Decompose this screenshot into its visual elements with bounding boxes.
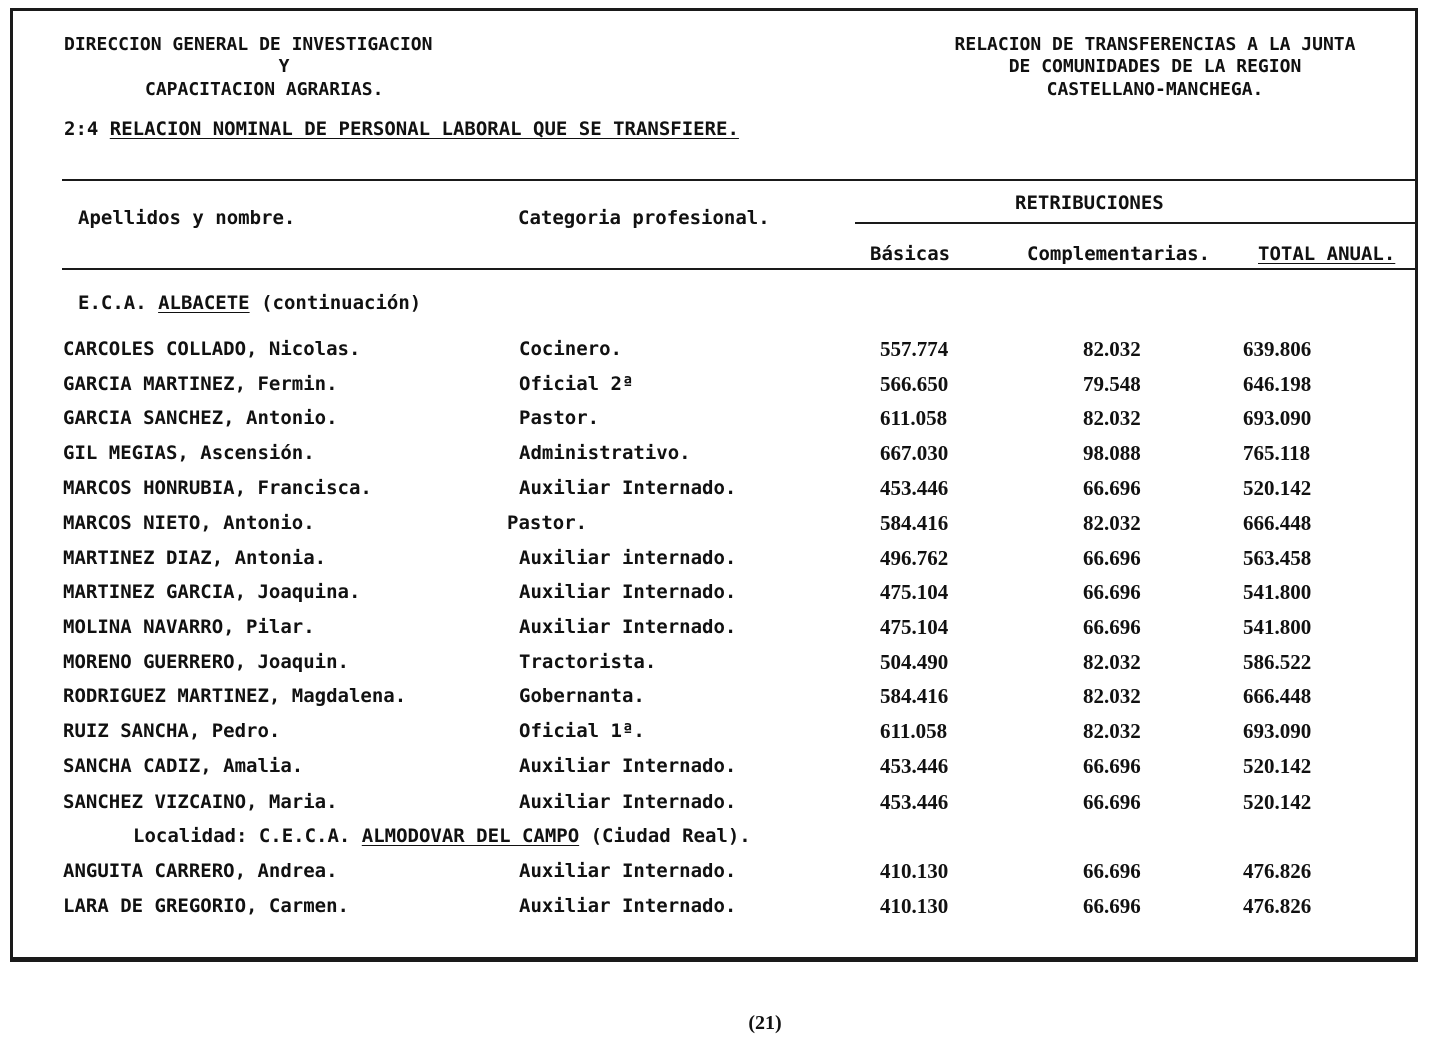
row-complementarias: 98.088 [1083, 441, 1141, 465]
row-basicas: 611.058 [880, 406, 948, 430]
row-complementarias: 66.696 [1083, 894, 1141, 918]
col-header-category: Categoria profesional. [518, 207, 770, 229]
row-total: 520.142 [1243, 790, 1312, 814]
table-top-rule [62, 179, 1418, 181]
row-category: Gobernanta. [519, 685, 645, 707]
group-prefix: Localidad: C.E.C.A. [133, 825, 351, 847]
row-basicas: 453.446 [880, 790, 949, 814]
row-total: 586.522 [1243, 650, 1312, 674]
row-basicas: 584.416 [880, 684, 949, 708]
group-suffix: (Ciudad Real). [590, 825, 751, 847]
row-basicas: 453.446 [880, 476, 949, 500]
row-complementarias: 82.032 [1083, 511, 1141, 535]
row-complementarias: 82.032 [1083, 406, 1141, 430]
row-category: Auxiliar Internado. [519, 791, 737, 813]
row-complementarias: 82.032 [1083, 337, 1141, 361]
row-total: 563.458 [1243, 546, 1312, 570]
col-header-total: TOTAL ANUAL. [1258, 243, 1396, 265]
row-total: 639.806 [1243, 337, 1312, 361]
row-category: Auxiliar Internado. [519, 860, 737, 882]
row-total: 520.142 [1243, 754, 1312, 778]
col-header-retribuciones: RETRIBUCIONES [1015, 192, 1164, 214]
group-place: ALMODOVAR DEL CAMPO [361, 825, 580, 847]
row-total: 476.826 [1243, 859, 1312, 883]
table-header-bottom-rule [62, 268, 1418, 270]
group-heading-almodovar [133, 824, 751, 848]
row-complementarias: 82.032 [1083, 650, 1141, 674]
row-total: 476.826 [1243, 894, 1312, 918]
group-heading-albacete [78, 291, 421, 315]
row-category: Auxiliar Internado. [519, 477, 737, 499]
header-right-line3: CASTELLANO-MANCHEGA. [1046, 79, 1264, 100]
row-name: GIL MEGIAS, Ascensión. [63, 442, 315, 464]
row-total: 541.800 [1243, 615, 1312, 639]
header-left-line3: CAPACITACION AGRARIAS. [145, 79, 384, 100]
row-name: MORENO GUERRERO, Joaquin. [63, 651, 349, 673]
row-name: GARCIA SANCHEZ, Antonio. [63, 407, 338, 429]
row-total: 693.090 [1243, 719, 1312, 743]
row-complementarias: 66.696 [1083, 580, 1141, 604]
header-right-line2: DE COMUNIDADES DE LA REGION [1008, 56, 1302, 77]
row-complementarias: 66.696 [1083, 790, 1141, 814]
row-name: SANCHA CADIZ, Amalia. [63, 755, 304, 777]
row-name: SANCHEZ VIZCAINO, Maria. [63, 791, 338, 813]
row-total: 646.198 [1243, 372, 1312, 396]
row-category: Auxiliar Internado. [519, 616, 737, 638]
row-total: 693.090 [1243, 406, 1312, 430]
row-complementarias: 66.696 [1083, 754, 1141, 778]
row-basicas: 566.650 [880, 372, 949, 396]
row-name: MARCOS HONRUBIA, Francisca. [63, 477, 372, 499]
row-category: Cocinero. [519, 338, 622, 360]
header-right-line1: RELACION DE TRANSFERENCIAS A LA JUNTA [954, 34, 1356, 55]
row-name: GARCIA MARTINEZ, Fermin. [63, 373, 338, 395]
row-name: LARA DE GREGORIO, Carmen. [63, 895, 349, 917]
row-basicas: 557.774 [880, 337, 949, 361]
row-basicas: 410.130 [880, 894, 949, 918]
row-name: MARCOS NIETO, Antonio. [63, 512, 315, 534]
row-category: Auxiliar internado. [519, 547, 737, 569]
row-complementarias: 82.032 [1083, 684, 1141, 708]
group-prefix: E.C.A. [78, 292, 147, 314]
row-total: 520.142 [1243, 476, 1312, 500]
section-title: RELACION NOMINAL DE PERSONAL LABORAL QUE SE TRANSFIERE. [109, 118, 739, 140]
row-category: Pastor. [519, 407, 600, 429]
row-basicas: 504.490 [880, 650, 949, 674]
row-basicas: 496.762 [880, 546, 949, 570]
row-basicas: 667.030 [880, 441, 949, 465]
col-header-name: Apellidos y nombre. [78, 207, 296, 229]
row-name: MOLINA NAVARRO, Pilar. [63, 616, 315, 638]
row-name: MARTINEZ DIAZ, Antonia. [63, 547, 327, 569]
row-complementarias: 66.696 [1083, 859, 1141, 883]
retribuciones-rule [855, 222, 1418, 224]
row-name: RUIZ SANCHA, Pedro. [63, 720, 281, 742]
row-category: Oficial 2ª [519, 373, 634, 395]
col-header-basicas: Básicas [870, 243, 951, 265]
row-category: Administrativo. [519, 442, 691, 464]
row-complementarias: 79.548 [1083, 372, 1141, 396]
row-basicas: 410.130 [880, 859, 949, 883]
row-category: Pastor. [507, 512, 588, 534]
row-complementarias: 66.696 [1083, 546, 1141, 570]
col-header-complementarias: Complementarias. [1027, 243, 1211, 265]
row-name: CARCOLES COLLADO, Nicolas. [63, 338, 361, 360]
group-place: ALBACETE [158, 292, 250, 314]
row-basicas: 611.058 [880, 719, 948, 743]
row-total: 765.118 [1243, 441, 1311, 465]
row-complementarias: 82.032 [1083, 719, 1141, 743]
row-name: ANGUITA CARRERO, Andrea. [63, 860, 338, 882]
row-basicas: 453.446 [880, 754, 949, 778]
row-category: Auxiliar Internado. [519, 895, 737, 917]
row-category: Auxiliar Internado. [519, 581, 737, 603]
row-basicas: 475.104 [880, 580, 949, 604]
row-total: 666.448 [1243, 511, 1312, 535]
group-suffix: (continuación) [261, 292, 422, 314]
header-left-line1: DIRECCION GENERAL DE INVESTIGACION [64, 34, 433, 55]
section-number: 2:4 [64, 118, 99, 140]
row-category: Oficial 1ª. [519, 720, 645, 742]
section-heading [64, 118, 739, 140]
header-left-line2: Y [278, 56, 290, 77]
row-complementarias: 66.696 [1083, 615, 1141, 639]
row-name: RODRIGUEZ MARTINEZ, Magdalena. [63, 685, 407, 707]
page-number: (21) [748, 1012, 782, 1034]
row-complementarias: 66.696 [1083, 476, 1141, 500]
row-basicas: 475.104 [880, 615, 949, 639]
row-basicas: 584.416 [880, 511, 949, 535]
row-total: 666.448 [1243, 684, 1312, 708]
row-category: Auxiliar Internado. [519, 755, 737, 777]
row-name: MARTINEZ GARCIA, Joaquina. [63, 581, 361, 603]
row-total: 541.800 [1243, 580, 1312, 604]
row-category: Tractorista. [519, 651, 657, 673]
